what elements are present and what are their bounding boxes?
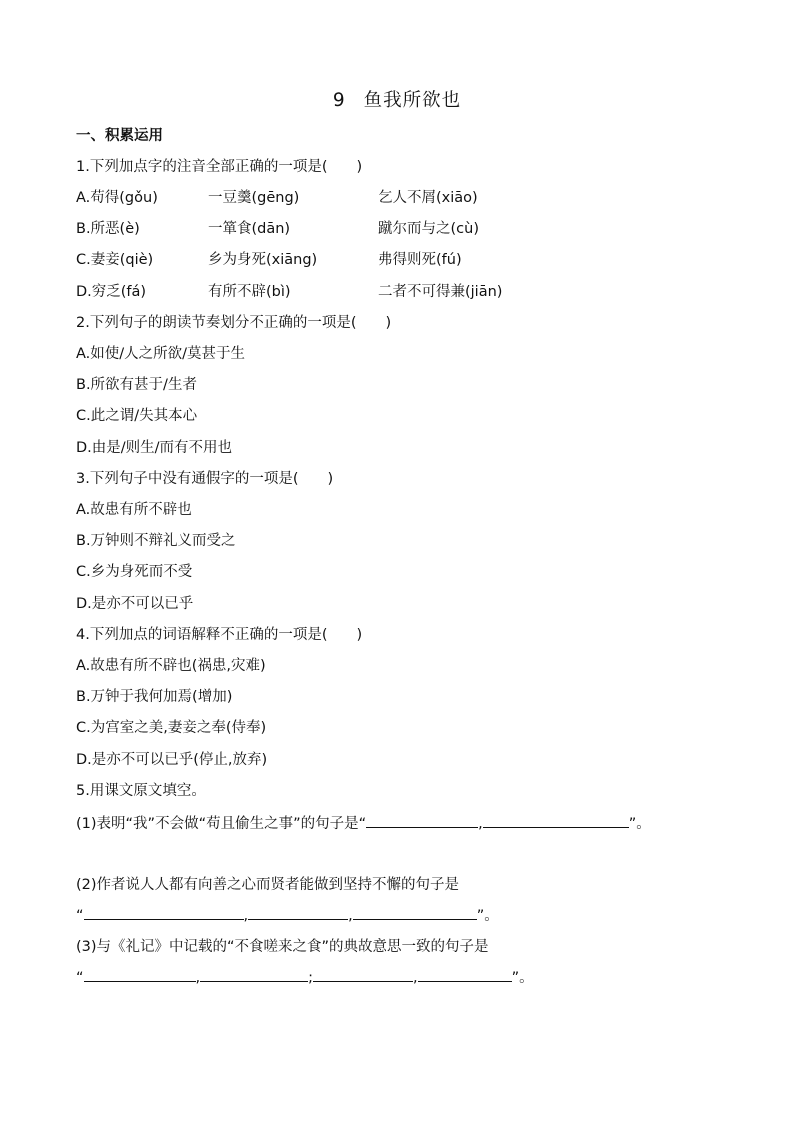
closing-quote: ”。	[511, 970, 534, 986]
question-4-stem: 4.下列加点的词语解释不正确的一项是( )	[76, 627, 363, 643]
question-4-option-c: C.为宫室之美,妻妾之奉(侍奉)	[76, 720, 267, 736]
question-5-stem: 5.用课文原文填空。	[76, 783, 206, 799]
question-5-sub-1	[76, 812, 651, 833]
option-part: A.苟得(gǒu)	[76, 190, 158, 206]
lesson-number: 9	[332, 90, 346, 111]
answer-blank[interactable]	[84, 905, 244, 920]
option-part: 二者不可得兼(jiān)	[378, 284, 503, 300]
option-part: 弗得则死(fú)	[378, 252, 462, 268]
opening-quote: “	[76, 970, 84, 986]
opening-quote: “	[76, 908, 84, 924]
section-heading: 一、积累运用	[76, 128, 163, 144]
question-2-stem: 2.下列句子的朗读节奏划分不正确的一项是( )	[76, 315, 392, 331]
question-3-option-c: C.乡为身死而不受	[76, 564, 193, 580]
option-part: C.妻妾(qiè)	[76, 252, 154, 268]
question-2-option-c: C.此之谓/失其本心	[76, 408, 198, 424]
separator: ,	[195, 970, 201, 986]
option-part: 一豆羹(gēng)	[208, 190, 300, 206]
question-4-option-d: D.是亦不可以已乎(停止,放弃)	[76, 752, 268, 768]
question-2-option-a: A.如使/人之所欲/莫甚于生	[76, 346, 246, 362]
separator: ;	[308, 970, 314, 986]
option-part: 一箪食(dān)	[208, 221, 291, 237]
option-part: D.穷乏(fá)	[76, 284, 147, 300]
question-5-sub-2: (2)作者说人人都有向善之心而贤者能做到坚持不懈的句子是	[76, 877, 460, 893]
question-5-sub-2-blanks	[76, 904, 499, 925]
option-part: 蹴尔而与之(cù)	[378, 221, 479, 237]
question-3-option-d: D.是亦不可以已乎	[76, 596, 194, 612]
separator: ,	[348, 908, 353, 924]
answer-blank[interactable]	[483, 813, 629, 828]
question-2-option-d: D.由是/则生/而有不用也	[76, 440, 233, 456]
answer-blank[interactable]	[248, 905, 348, 920]
answer-blank[interactable]	[84, 967, 196, 982]
answer-blank[interactable]	[313, 967, 413, 982]
answer-blank[interactable]	[366, 813, 478, 828]
answer-blank[interactable]	[353, 905, 477, 920]
option-part: B.所恶(è)	[76, 221, 140, 237]
question-4-option-b: B.万钟于我何加焉(增加)	[76, 689, 233, 705]
closing-quote: ”。	[476, 908, 499, 924]
option-part: 乞人不屑(xiāo)	[378, 190, 478, 206]
separator: ,	[478, 816, 483, 832]
answer-blank[interactable]	[418, 967, 512, 982]
question-5-sub-3: (3)与《礼记》中记载的“不食嗟来之食”的典故意思一致的句子是	[76, 939, 489, 955]
lesson-title: 鱼我所欲也	[363, 90, 462, 111]
separator: ,	[413, 970, 418, 986]
question-1-stem: 1.下列加点字的注音全部正确的一项是( )	[76, 159, 363, 175]
question-3-option-b: B.万钟则不辩礼义而受之	[76, 533, 236, 549]
answer-blank[interactable]	[200, 967, 308, 982]
question-2-option-b: B.所欲有甚于/生者	[76, 377, 197, 393]
question-5-sub-3-blanks	[76, 966, 534, 987]
question-4-option-a: A.故患有所不辟也(祸患,灾难)	[76, 658, 266, 674]
option-part: 有所不辟(bì)	[208, 284, 291, 300]
question-3-stem: 3.下列句子中没有通假字的一项是( )	[76, 471, 334, 487]
page-title	[0, 86, 794, 112]
separator: ,	[243, 908, 249, 924]
question-3-option-a: A.故患有所不辟也	[76, 502, 192, 518]
closing-quote: ”。	[628, 816, 651, 832]
sub-1-text: (1)表明“我”不会做“苟且偷生之事”的句子是“	[76, 816, 367, 832]
option-part: 乡为身死(xiāng)	[208, 252, 318, 268]
